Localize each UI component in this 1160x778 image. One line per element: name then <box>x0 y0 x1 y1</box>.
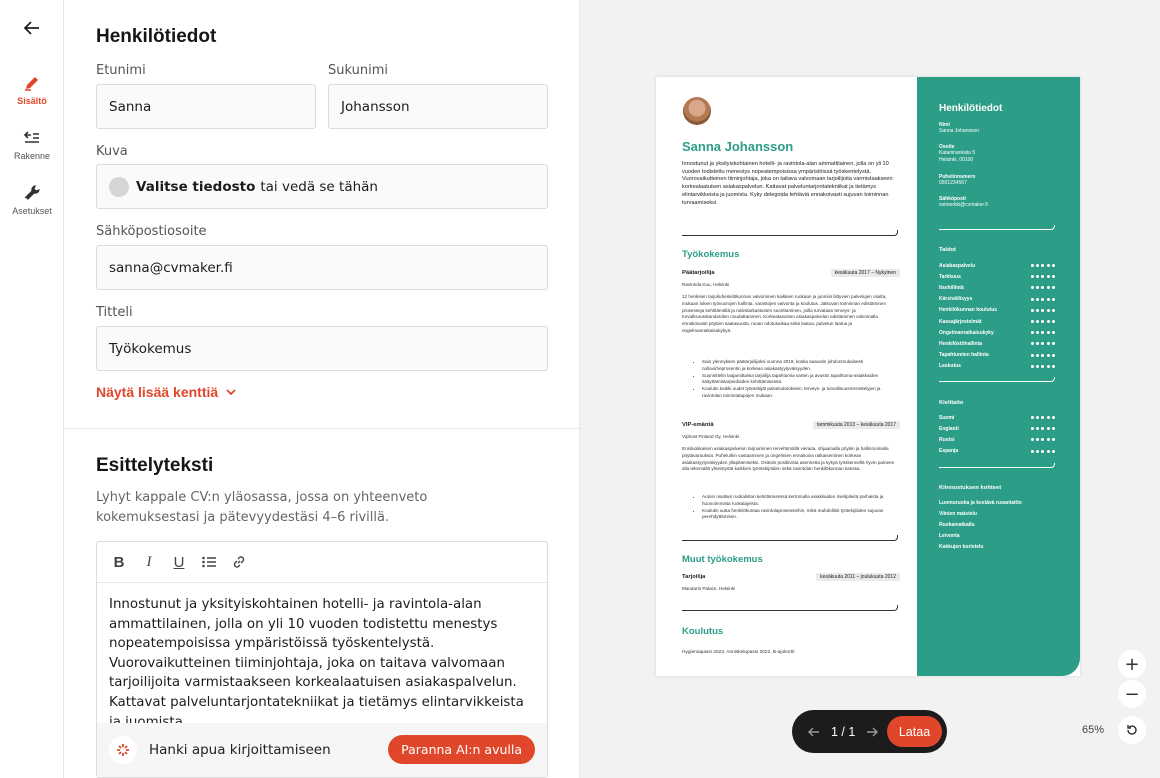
rating-dot <box>1036 298 1039 301</box>
hobby-item: Kakkujen koristelu <box>939 544 984 550</box>
first-name-field[interactable]: Sanna <box>96 84 316 129</box>
rating-dot <box>1031 354 1034 357</box>
side-title: Henkilötiedot <box>939 103 1003 114</box>
skill-name: Henkilöstöhallinta <box>939 340 983 347</box>
rating-dot <box>1041 450 1044 453</box>
language-name: Ruotsi <box>939 436 955 443</box>
side-name-value: Sanna Johansson <box>939 128 980 134</box>
rating-dot <box>1036 450 1039 453</box>
bullet-list-icon[interactable] <box>199 552 219 572</box>
rail-item-settings[interactable] <box>0 184 64 216</box>
side-divider <box>939 463 1055 468</box>
skill-rating <box>1031 342 1055 345</box>
rating-dot <box>1047 286 1050 289</box>
rating-dot <box>1031 320 1034 323</box>
hobby-item: Ruokamatkailu <box>939 522 975 528</box>
rating-dot <box>1047 298 1050 301</box>
intro-hint: Lyhyt kappale CV:n yläosassa, jossa on yhteenveto kokemuksestasi ja pätevyydestäsi 4–6 rivillä. <box>96 490 428 525</box>
skill-row <box>939 296 1055 303</box>
language-rating <box>1031 438 1055 441</box>
rating-dot <box>1041 342 1044 345</box>
skill-rating <box>1031 264 1055 267</box>
side-divider <box>939 225 1055 230</box>
page-navigator <box>792 710 947 753</box>
hobby-item: Viinien maistelu <box>939 511 977 517</box>
language-name: Englanti <box>939 425 959 432</box>
rating-dot <box>1052 264 1055 267</box>
rating-dot <box>1052 354 1055 357</box>
formatting-toolbar <box>97 542 547 583</box>
skill-name: Laskutus <box>939 363 961 370</box>
rating-dot <box>1036 365 1039 368</box>
rating-dot <box>1047 438 1050 441</box>
editor-panel <box>64 0 580 778</box>
skill-name: Itsehillintä <box>939 284 964 291</box>
rating-dot <box>1052 286 1055 289</box>
email-label: Sähköpostiosoite <box>96 224 207 239</box>
rating-dot <box>1052 309 1055 312</box>
rating-dot <box>1041 365 1044 368</box>
italic-icon[interactable]: I <box>146 553 152 570</box>
job2-title: VIP-emäntä <box>682 422 714 428</box>
skill-rating <box>1031 354 1055 357</box>
zoom-level: 65% <box>1082 724 1105 736</box>
rating-dot <box>1047 450 1050 453</box>
last-name-field[interactable]: Johansson <box>328 84 548 129</box>
rating-dot <box>1041 331 1044 334</box>
rating-dot <box>1031 438 1034 441</box>
photo-placeholder-icon <box>109 177 129 197</box>
side-email-label: Sähköposti <box>939 196 966 202</box>
skill-row <box>939 307 1055 314</box>
rating-dot <box>1052 298 1055 301</box>
cv-photo <box>683 97 711 125</box>
choose-file-link[interactable]: Valitse tiedosto <box>136 178 256 195</box>
rating-dot <box>1041 427 1044 430</box>
rating-dot <box>1041 438 1044 441</box>
title-field[interactable]: Työkokemus <box>96 326 548 371</box>
skill-row <box>939 352 1055 359</box>
preview-area <box>580 0 1160 778</box>
cv-work-heading: Työkokemus <box>682 249 740 260</box>
side-phone-value: 0501234567 <box>939 180 967 186</box>
job1-bullet: • Sain ylennyksen päätarjoilijaksi vuonna 2019, koska saavutin johdonmukaisesti nollavirheprosentin ja korkean asiakastyytyväisyyden. <box>702 359 898 372</box>
rating-dot <box>1052 320 1055 323</box>
intro-text[interactable]: Innostunut ja yksityiskohtainen hotelli- ja ravintola-alan ammattilainen, jolla on yli 10 vuoden todistettu menestys nopeatempoisissa ympäristöissä työskentelystä. Vuorovaikutteinen tiiminjohtaja, joka on taitava valvomaan tarjoilijoita varmistaakseen korkealaatuisen asiakaspalvelun. Kattavat palveluntarjontatekniikat ja tietämys elintarvikkeista <box>109 597 524 710</box>
rating-dot <box>1047 331 1050 334</box>
side-hobbies-heading: Kiinnostuksen kohteet <box>939 485 1002 491</box>
rail-item-label: Asetukset <box>12 206 52 216</box>
cv-divider <box>682 230 898 236</box>
photo-upload-field[interactable] <box>96 164 548 209</box>
rating-dot <box>1031 416 1034 419</box>
cv-divider <box>682 535 898 541</box>
job1-description: 12 henkisen tarjoiluhenkilökunnan valvominen kaikkien ruokaan ja juomiin liittyvien palvelujen osalta, mukaan lukien työvuorojen hallinta, varastojen valvonta ja koulutus. Jatkuvan toiminnan edistäminen prosesseja kehittämällä ja rutiinitarkastusten suorittaminen, joilla turvataan terveys- ja turvallisuusstandardien noudattaminen. Korkeatasoisen asiakaspalvelun edistäminen valvomalla ennakoivasti pöytien saatavuutta, ruoan odotusaikaa sekä laatua, palvelun laatua ja ongelmanratkaisukykyä. <box>682 294 887 333</box>
cv-page <box>656 77 1080 676</box>
rating-dot <box>1041 298 1044 301</box>
rating-dot <box>1036 275 1039 278</box>
show-more-fields-button[interactable] <box>96 384 236 400</box>
rating-dot <box>1047 365 1050 368</box>
rating-dot <box>1047 354 1050 357</box>
skill-row <box>939 363 1055 370</box>
job3-company: Mandarin Palace, Helsinki <box>682 586 736 591</box>
rating-dot <box>1036 416 1039 419</box>
rating-dot <box>1052 365 1055 368</box>
page-indicator: 1 / 1 <box>831 724 856 739</box>
side-address-label: Osoite <box>939 144 955 150</box>
hobby-item: Luomuruoka ja kestävä ruoanlaitto <box>939 500 1022 506</box>
zoom-in-icon[interactable]: + <box>1118 650 1146 678</box>
back-arrow-icon[interactable] <box>18 14 46 42</box>
side-address-line2: Helsinki, 00100 <box>939 157 974 163</box>
left-rail <box>0 0 64 778</box>
language-rating <box>1031 427 1055 430</box>
improve-with-ai-button[interactable]: Paranna AI:n avulla <box>388 735 535 764</box>
rating-dot <box>1036 264 1039 267</box>
rating-dot <box>1047 416 1050 419</box>
skill-name: Ongelmanratkaisukyky <box>939 329 994 336</box>
skill-name: Kärsivällisyys <box>939 296 973 303</box>
cv-education-heading: Koulutus <box>682 626 724 637</box>
job1-title: Päätarjoilija <box>682 270 715 276</box>
structure-icon <box>23 129 41 147</box>
rating-dot <box>1031 264 1034 267</box>
rating-dot <box>1036 342 1039 345</box>
reset-zoom-icon[interactable] <box>1118 716 1146 744</box>
cv-education-text: Hygieniapassi 2023, Anniskelupassi 2022, B-ajokortti <box>682 650 795 655</box>
first-name-label: Etunimi <box>96 63 146 78</box>
rating-dot <box>1052 438 1055 441</box>
rating-dot <box>1047 427 1050 430</box>
download-button[interactable]: Lataa <box>887 716 942 747</box>
rating-dot <box>1031 286 1034 289</box>
job1-company: Ravintola Kuu, Helsinki <box>682 282 730 287</box>
zoom-out-icon[interactable]: − <box>1118 680 1146 708</box>
cv-summary: Innostunut ja yksityiskohtainen hotelli- ja ravintola-alan ammattilainen, jolla on yli 10 vuoden todistettu menestys nopeatempoisissa ympäristöissä työskentelystä. Vuorovaikutteinen tiiminjohtaja, joka on taitava valvomaan tarjoilijoita varmistaakseen korkealaatuisen asiakaspalvelun. Kattavat palveluntarjontatekniikat ja tietämys elintarvikkeista ja juomista. Kyky delegoida tehtäviä ennakoivasti sujuvan toiminnan turvaamiseksi. <box>682 161 893 206</box>
side-divider <box>939 377 1055 382</box>
language-row <box>939 414 1055 421</box>
prev-page-arrow-icon[interactable] <box>806 724 822 740</box>
job2-bullet: • Autoin osaltani ruokalistan kehittämisessä kertomalla asiakkaiden mielipiteitä parhaista ja huonoimmista ruokalajeista. <box>702 494 898 507</box>
rating-dot <box>1041 275 1044 278</box>
rating-dot <box>1031 275 1034 278</box>
bold-icon[interactable]: B <box>113 553 125 571</box>
sparkle-icon <box>109 736 137 764</box>
skill-rating <box>1031 365 1055 368</box>
cv-divider <box>682 605 898 611</box>
rating-dot <box>1047 264 1050 267</box>
rating-dot <box>1041 286 1044 289</box>
language-row <box>939 436 1055 443</box>
cv-name: Sanna Johansson <box>682 139 794 154</box>
skill-rating <box>1031 331 1055 334</box>
rating-dot <box>1036 286 1039 289</box>
rating-dot <box>1031 365 1034 368</box>
skill-name: Asiakaspalvelu <box>939 262 976 269</box>
job3-title: Tarjoilija <box>682 574 706 580</box>
skill-row <box>939 284 1055 291</box>
language-name: Suomi <box>939 414 955 421</box>
skill-name: Tapahtumien hallinta <box>939 352 989 359</box>
personal-heading: Henkilötiedot <box>96 26 217 47</box>
job1-bullets <box>692 359 898 400</box>
job1-bullet: • Koulutin kaikki uudet työntekijät palveludotoksien, terveys- ja turvallisuusmenettelyjen ja ravintolan toimintatapojen mukaan. <box>702 386 898 399</box>
skill-row <box>939 262 1055 269</box>
job2-bullets <box>692 494 898 521</box>
rating-dot <box>1031 298 1034 301</box>
intro-editor[interactable] <box>96 541 548 778</box>
rating-dot <box>1041 264 1044 267</box>
side-skills-heading: Taidot <box>939 247 956 253</box>
rating-dot <box>1031 342 1034 345</box>
rating-dot <box>1041 416 1044 419</box>
rating-dot <box>1036 309 1039 312</box>
cv-sidebar <box>917 77 1080 676</box>
pencil-icon <box>23 74 41 92</box>
job2-date: tammikuuta 2013 – kesäkuuta 2017 <box>813 421 900 429</box>
show-more-label: Näytä lisää kenttiä <box>96 384 219 400</box>
rating-dot <box>1052 331 1055 334</box>
language-row <box>939 425 1055 432</box>
section-divider <box>64 428 580 429</box>
rating-dot <box>1036 331 1039 334</box>
rating-dot <box>1052 427 1055 430</box>
rail-item-structure[interactable] <box>0 129 64 161</box>
rating-dot <box>1047 309 1050 312</box>
skill-row <box>939 329 1055 336</box>
rail-item-label: Sisältö <box>17 96 47 106</box>
wrench-icon <box>23 184 41 202</box>
skill-rating <box>1031 320 1055 323</box>
intro-heading: Esittelyteksti <box>96 455 214 476</box>
rating-dot <box>1052 416 1055 419</box>
rating-dot <box>1036 354 1039 357</box>
photo-label: Kuva <box>96 144 128 159</box>
rating-dot <box>1047 320 1050 323</box>
skill-name: Kassajärjestelmät <box>939 318 982 325</box>
skill-rating <box>1031 298 1055 301</box>
skill-row <box>939 273 1055 280</box>
language-row <box>939 448 1055 455</box>
rating-dot <box>1052 275 1055 278</box>
job3-date: kesäkuuta 2011 – joulukuuta 2012 <box>816 573 900 581</box>
rating-dot <box>1036 438 1039 441</box>
rating-dot <box>1047 275 1050 278</box>
skill-rating <box>1031 275 1055 278</box>
side-email-value: esimerkki@cvmaker.fi <box>939 202 988 208</box>
cv-other-heading: Muut työkokemus <box>682 554 763 565</box>
drop-hint: tai vedä se tähän <box>260 178 378 195</box>
rail-item-label: Rakenne <box>13 151 51 161</box>
job2-bullet: • Koulutin uutta henkilökuntaa ravintolaprosesseihin, mikä mahdollisti työtekijöiden sujuvan perehdyttämisen. <box>702 508 898 521</box>
email-field[interactable]: sanna@cvmaker.fi <box>96 245 548 290</box>
rating-dot <box>1041 354 1044 357</box>
rating-dot <box>1031 331 1034 334</box>
rating-dot <box>1041 320 1044 323</box>
job2-company: Viphost Finland Oy, Helsinki <box>682 434 740 439</box>
skill-name: Henkilökunnan koulutus <box>939 307 998 314</box>
language-rating <box>1031 416 1055 419</box>
rail-item-content[interactable] <box>0 74 64 106</box>
language-rating <box>1031 450 1055 453</box>
ai-help-text: Hanki apua kirjoittamiseen <box>149 742 331 758</box>
skill-name: Tarkkuus <box>939 273 961 280</box>
rating-dot <box>1052 450 1055 453</box>
skill-rating <box>1031 309 1055 312</box>
skill-rating <box>1031 286 1055 289</box>
job1-bullet: • Suunnittelin laajamittaisia tarjoilija tapahtumia varten ja avustin tapahtuma-asiakkaiden sääyttämistarpeidoiden kehittämisessä. <box>702 373 898 386</box>
rating-dot <box>1047 342 1050 345</box>
rating-dot <box>1031 450 1034 453</box>
ai-help-bar <box>97 723 547 777</box>
language-name: Espanja <box>939 448 959 455</box>
rating-dot <box>1036 427 1039 430</box>
job2-description: Ensiluokkaisen asiakaspalvelun tarjoaminen tervehtimällä vieraita, ohjaamalla pöytiin ja hallinnoimalla pöytävarauksia. Puheluihin vastaaminen ja ongelmien ennakoiva ratkaiseminen korkean asiakastyytyväisyyden ylläpitämiseksi. Ositoiin positiivisia asennetta ja kykyä työskennellä hyvin paineen alla tekemällä yhteistyötä kaikkien työntekijöiden sekä ravintolan henkilökunnan kanssa. <box>682 446 895 472</box>
skill-row <box>939 340 1055 347</box>
rating-dot <box>1036 320 1039 323</box>
job1-date: kesäkuuta 2017 – Nykyinen <box>831 269 900 277</box>
side-phone-label: Puhelinnumero <box>939 174 976 180</box>
rating-dot <box>1052 342 1055 345</box>
rating-dot <box>1031 309 1034 312</box>
side-name-label: Nimi <box>939 122 950 128</box>
underline-icon[interactable]: U <box>173 553 185 571</box>
title-label: Titteli <box>96 305 133 320</box>
side-languages-heading: Kielitaito <box>939 400 964 406</box>
hobby-item: Leivonta <box>939 533 960 539</box>
chevron-down-icon <box>226 389 236 396</box>
skill-row <box>939 318 1055 325</box>
side-address-line1: Katariinankatu 5 <box>939 150 976 156</box>
rating-dot <box>1031 427 1034 430</box>
last-name-label: Sukunimi <box>328 63 388 78</box>
next-page-arrow-icon[interactable] <box>864 724 880 740</box>
rating-dot <box>1041 309 1044 312</box>
link-icon[interactable] <box>229 552 249 572</box>
